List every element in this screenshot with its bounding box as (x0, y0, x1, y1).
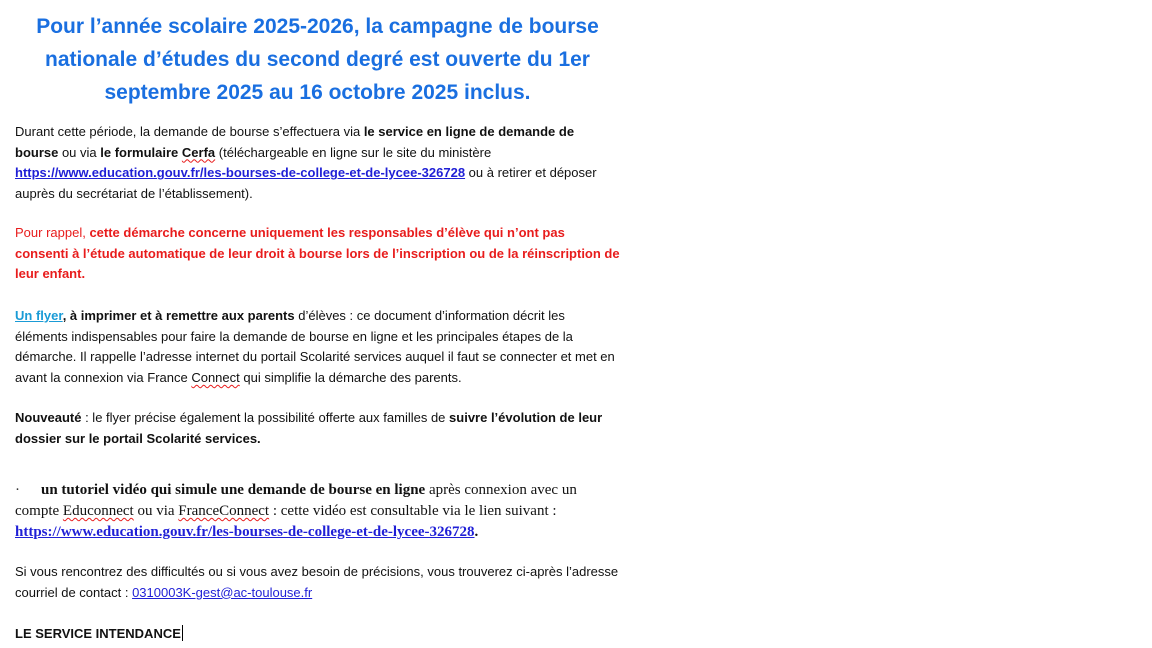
cerfa-text: Cerfa (181, 144, 216, 160)
signature (15, 624, 183, 645)
text: ou via (58, 144, 101, 160)
document-page (15, 10, 620, 641)
bold-text: le service en ligne de demande de bourse (15, 124, 575, 160)
ministry-link[interactable]: https://www.education.gouv.fr/les-bourses-de-college-et-de-lycee-326728 (15, 165, 466, 181)
bold-text: suivre l’évolution de leur dossier sur le portail Scolarité services. (15, 410, 603, 446)
text: Pour rappel, (15, 225, 90, 240)
paragraph-news (15, 408, 620, 449)
text: Durant cette période, la demande de bourse s’effectuera via (15, 124, 364, 139)
educonnect-text: Educonnect (62, 503, 134, 519)
text: après connexion avec un compte (15, 482, 577, 519)
paragraph-tutorial (15, 480, 620, 543)
contact-email-link[interactable]: 0310003K-gest@ac-toulouse.fr (132, 584, 313, 600)
text: : cette vidéo est consultable via le lien suivant : (269, 503, 557, 519)
text: ou via (133, 503, 179, 519)
paragraph-contact (15, 562, 620, 603)
paragraph-flyer (15, 306, 620, 389)
signature-text: LE SERVICE INTENDANCE (15, 626, 181, 641)
franceconnect-text: FranceConnect (178, 503, 270, 519)
text: . (474, 524, 479, 540)
bullet-icon: · (15, 482, 20, 498)
text: d’élèves : ce document d’information décrit les éléments indispensables pour faire la demande de bourse en ligne et les principales étapes de la démarche. Il rappelle l’adresse internet du portail Scolarité services auquel il faut se connecter et met en avant la connexion via France (15, 308, 615, 386)
text: (téléchargeable en ligne sur le site du ministère (215, 144, 492, 160)
bold-text: cette démarche concerne uniquement les responsables d’élève qui n’ont pas consenti à l’étude automatique de leur droit à bourse lors de l’inscription ou de la réinscription de leur enfant. (15, 225, 620, 282)
text-cursor (182, 625, 183, 641)
paragraph-intro (15, 122, 620, 205)
text: qui simplifie la démarche des parents. (239, 370, 462, 386)
text: Si vous rencontrez des difficultés ou si vous avez besoin de précisions, vous trouverez ci-après l’adresse courriel de contact : (15, 564, 619, 600)
bold-text: le formulaire (100, 144, 182, 160)
bold-text: , à imprimer et à remettre aux parents (62, 308, 295, 323)
bold-text: Nouveauté (15, 410, 82, 425)
flyer-link[interactable]: Un flyer (15, 308, 63, 323)
text: ou à retirer et déposer auprès du secrétariat de l’établissement). (15, 165, 597, 202)
tutorial-link[interactable]: https://www.education.gouv.fr/les-bourses-de-college-et-de-lycee-326728 (15, 524, 475, 540)
bold-text: un tutoriel vidéo qui simule une demande de bourse en ligne (41, 482, 426, 498)
text: : le flyer précise également la possibilité offerte aux familles de (81, 410, 450, 425)
document-title: Pour l’année scolaire 2025-2026, la campagne de bourse nationale d’études du second degré est ouverte du 1er septembre 2025 au 16 octobre 2025 inclus. (36, 15, 599, 104)
paragraph-reminder (15, 223, 620, 285)
connect-text: Connect (191, 370, 240, 386)
